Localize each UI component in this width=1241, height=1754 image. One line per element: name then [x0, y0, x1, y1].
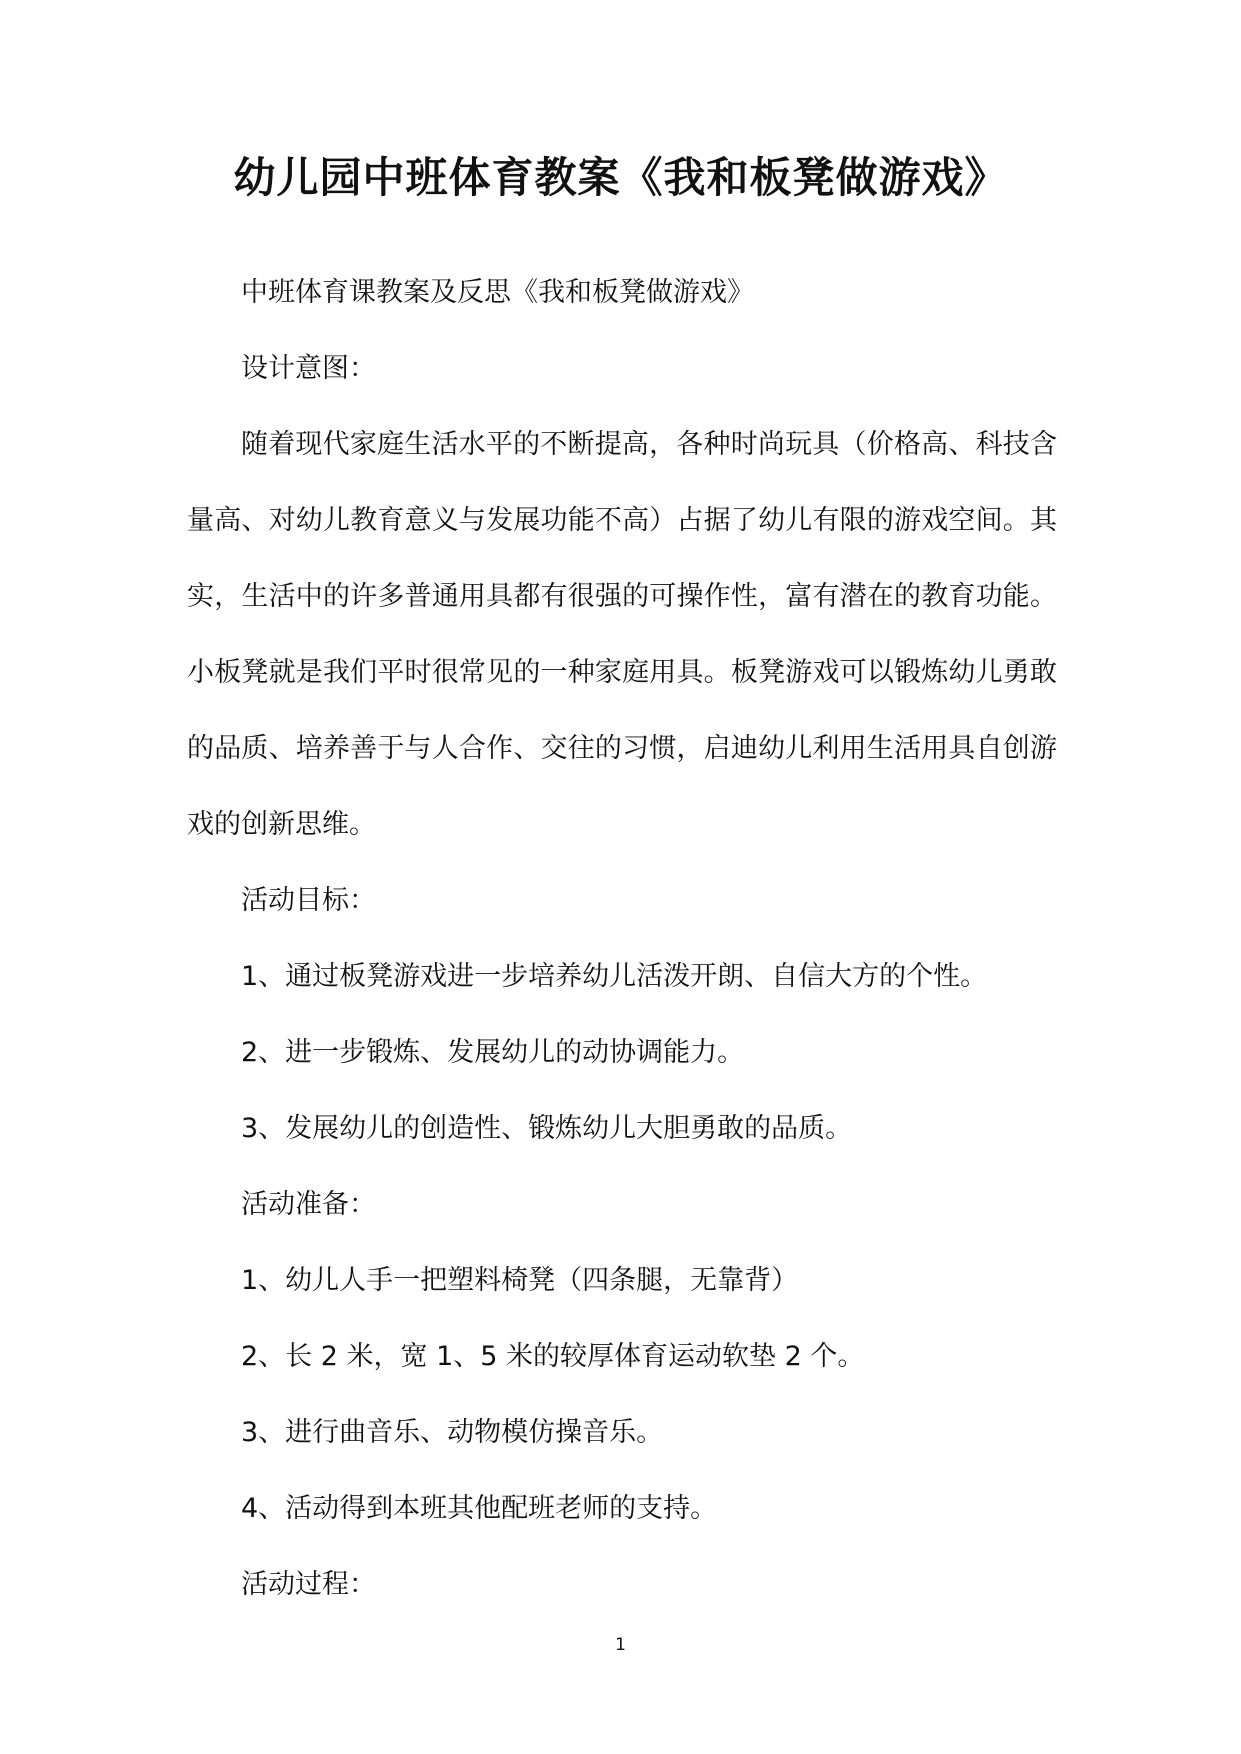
document-body	[187, 255, 1057, 1623]
goal-item: 3、发展幼儿的创造性、锻炼幼儿大胆勇敢的品质。	[241, 1113, 853, 1144]
section-heading-activity-process: 活动过程：	[241, 1569, 376, 1600]
preparation-item: 3、进行曲音乐、动物模仿操音乐。	[241, 1417, 664, 1448]
preparation-item: 1、幼儿人手一把塑料椅凳（四条腿，无靠背）	[241, 1265, 799, 1296]
goal-item: 1、通过板凳游戏进一步培养幼儿活泼开朗、自信大方的个性。	[241, 961, 988, 992]
preparation-item: 2、长 2 米，宽 1、5 米的较厚体育运动软垫 2 个。	[241, 1341, 865, 1372]
document-title: 幼儿园中班体育教案《我和板凳做游戏》	[233, 153, 1008, 202]
design-intent-paragraph: 随着现代家庭生活水平的不断提高，各种时尚玩具（价格高、科技含量高、对幼儿教育意义与发展功能不高）占据了幼儿有限的游戏空间。其实，生活中的许多普通用具都有很强的可操作性，富有潜在的教育功能。小板凳就是我们平时很常见的一种家庭用具。板凳游戏可以锻炼幼儿勇敢的品质、培养善于与人合作、交往的习惯，启迪幼儿利用生活用具自创游戏的创新思维。	[187, 429, 1057, 840]
section-heading-activity-preparation: 活动准备：	[241, 1189, 376, 1220]
preparation-item: 4、活动得到本班其他配班老师的支持。	[241, 1493, 718, 1524]
subtitle-paragraph: 中班体育课教案及反思《我和板凳做游戏》	[241, 277, 754, 308]
goal-item: 2、进一步锻炼、发展幼儿的动协调能力。	[241, 1037, 745, 1068]
section-heading-activity-goals: 活动目标：	[241, 885, 376, 916]
section-heading-design-intent: 设计意图：	[241, 353, 376, 384]
page-number: 1	[615, 1635, 626, 1655]
